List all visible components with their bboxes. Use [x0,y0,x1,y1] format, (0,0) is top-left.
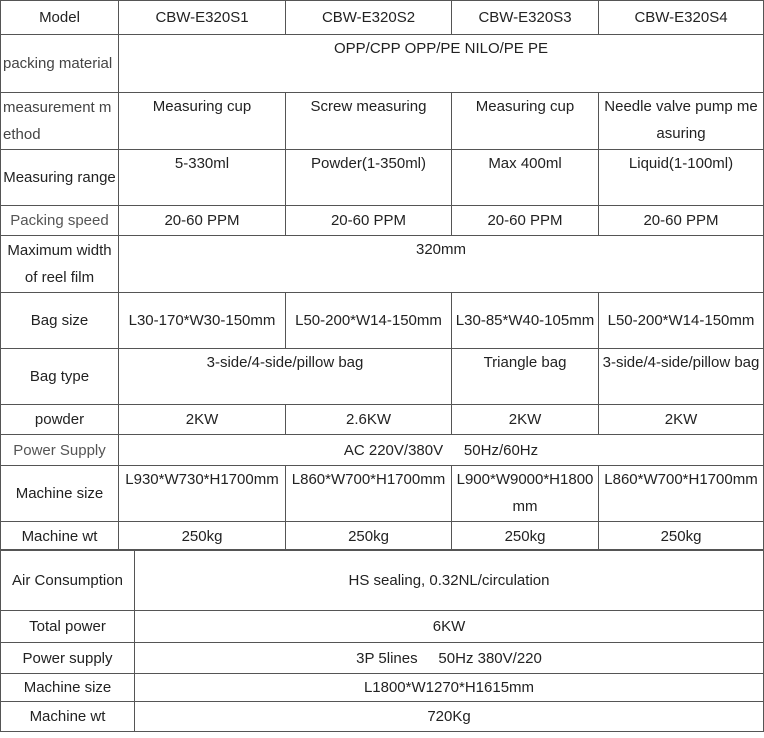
powder-s3: 2KW [452,405,599,435]
powder-s4: 2KW [599,405,764,435]
machine-wt-s4: 250kg [599,522,764,551]
bag-type-s1-s2: 3-side/4-side/pillow bag [119,349,452,405]
bag-size-label: Bag size [1,293,119,349]
machine-wt-2-label: Machine wt [1,702,135,732]
packing-speed-s4: 20-60 PPM [599,206,764,236]
powder-s1: 2KW [119,405,286,435]
machine-wt-label: Machine wt [1,522,119,551]
model-s3: CBW-E320S3 [452,1,599,35]
packing-speed-label: Packing speed [1,206,119,236]
bag-size-s1: L30-170*W30-150mm [119,293,286,349]
machine-size-s3: L900*W9000*H1800mm [452,466,599,522]
bag-type-s4: 3-side/4-side/pillow bag [599,349,764,405]
measurement-method-s2: Screw measuring [286,93,452,150]
model-label: Model [1,1,119,35]
model-s2: CBW-E320S2 [286,1,452,35]
bag-type-label: Bag type [1,349,119,405]
measurement-method-s3: Measuring cup [452,93,599,150]
measurement-method-s1: Measuring cup [119,93,286,150]
machine-size-s4: L860*W700*H1700mm [599,466,764,522]
machine-size-2-label: Machine size [1,674,135,702]
bag-size-s4: L50-200*W14-150mm [599,293,764,349]
power-supply-value: AC 220V/380V 50Hz/60Hz [119,435,764,466]
bag-size-s2: L50-200*W14-150mm [286,293,452,349]
powder-s2: 2.6KW [286,405,452,435]
measuring-range-s2: Powder(1-350ml) [286,150,452,206]
packing-speed-s2: 20-60 PPM [286,206,452,236]
air-consumption-value: HS sealing, 0.32NL/circulation [135,550,764,611]
measuring-range-s3: Max 400ml [452,150,599,206]
machine-wt-s3: 250kg [452,522,599,551]
bag-type-s3: Triangle bag [452,349,599,405]
measurement-method-label: measurement method [1,93,119,150]
max-width-label: Maximum width of reel film [1,236,119,293]
machine-size-s2: L860*W700*H1700mm [286,466,452,522]
max-width-value: 320mm [119,236,764,293]
machine-size-2-value: L1800*W1270*H1615mm [135,674,764,702]
packing-material-label: packing material [1,35,119,93]
machine-size-label: Machine size [1,466,119,522]
packing-speed-s3: 20-60 PPM [452,206,599,236]
power-supply-label: Power Supply [1,435,119,466]
model-s4: CBW-E320S4 [599,1,764,35]
machine-wt-s1: 250kg [119,522,286,551]
machine-wt-2-value: 720Kg [135,702,764,732]
powder-label: powder [1,405,119,435]
packing-speed-s1: 20-60 PPM [119,206,286,236]
spec-table-shared [0,549,764,732]
measurement-method-s4: Needle valve pump measuring [599,93,764,150]
total-power-label: Total power [1,611,135,643]
bag-size-s3: L30-85*W40-105mm [452,293,599,349]
measuring-range-label: Measuring range [1,150,119,206]
power-supply-2-label: Power supply [1,643,135,674]
power-supply-2-value: 3P 5lines 50Hz 380V/220 [135,643,764,674]
packing-material-value: OPP/CPP OPP/PE NILO/PE PE [119,35,764,93]
model-s1: CBW-E320S1 [119,1,286,35]
measuring-range-s4: Liquid(1-100ml) [599,150,764,206]
machine-size-s1: L930*W730*H1700mm [119,466,286,522]
air-consumption-label: Air Consumption [1,550,135,611]
total-power-value: 6KW [135,611,764,643]
machine-wt-s2: 250kg [286,522,452,551]
measuring-range-s1: 5-330ml [119,150,286,206]
